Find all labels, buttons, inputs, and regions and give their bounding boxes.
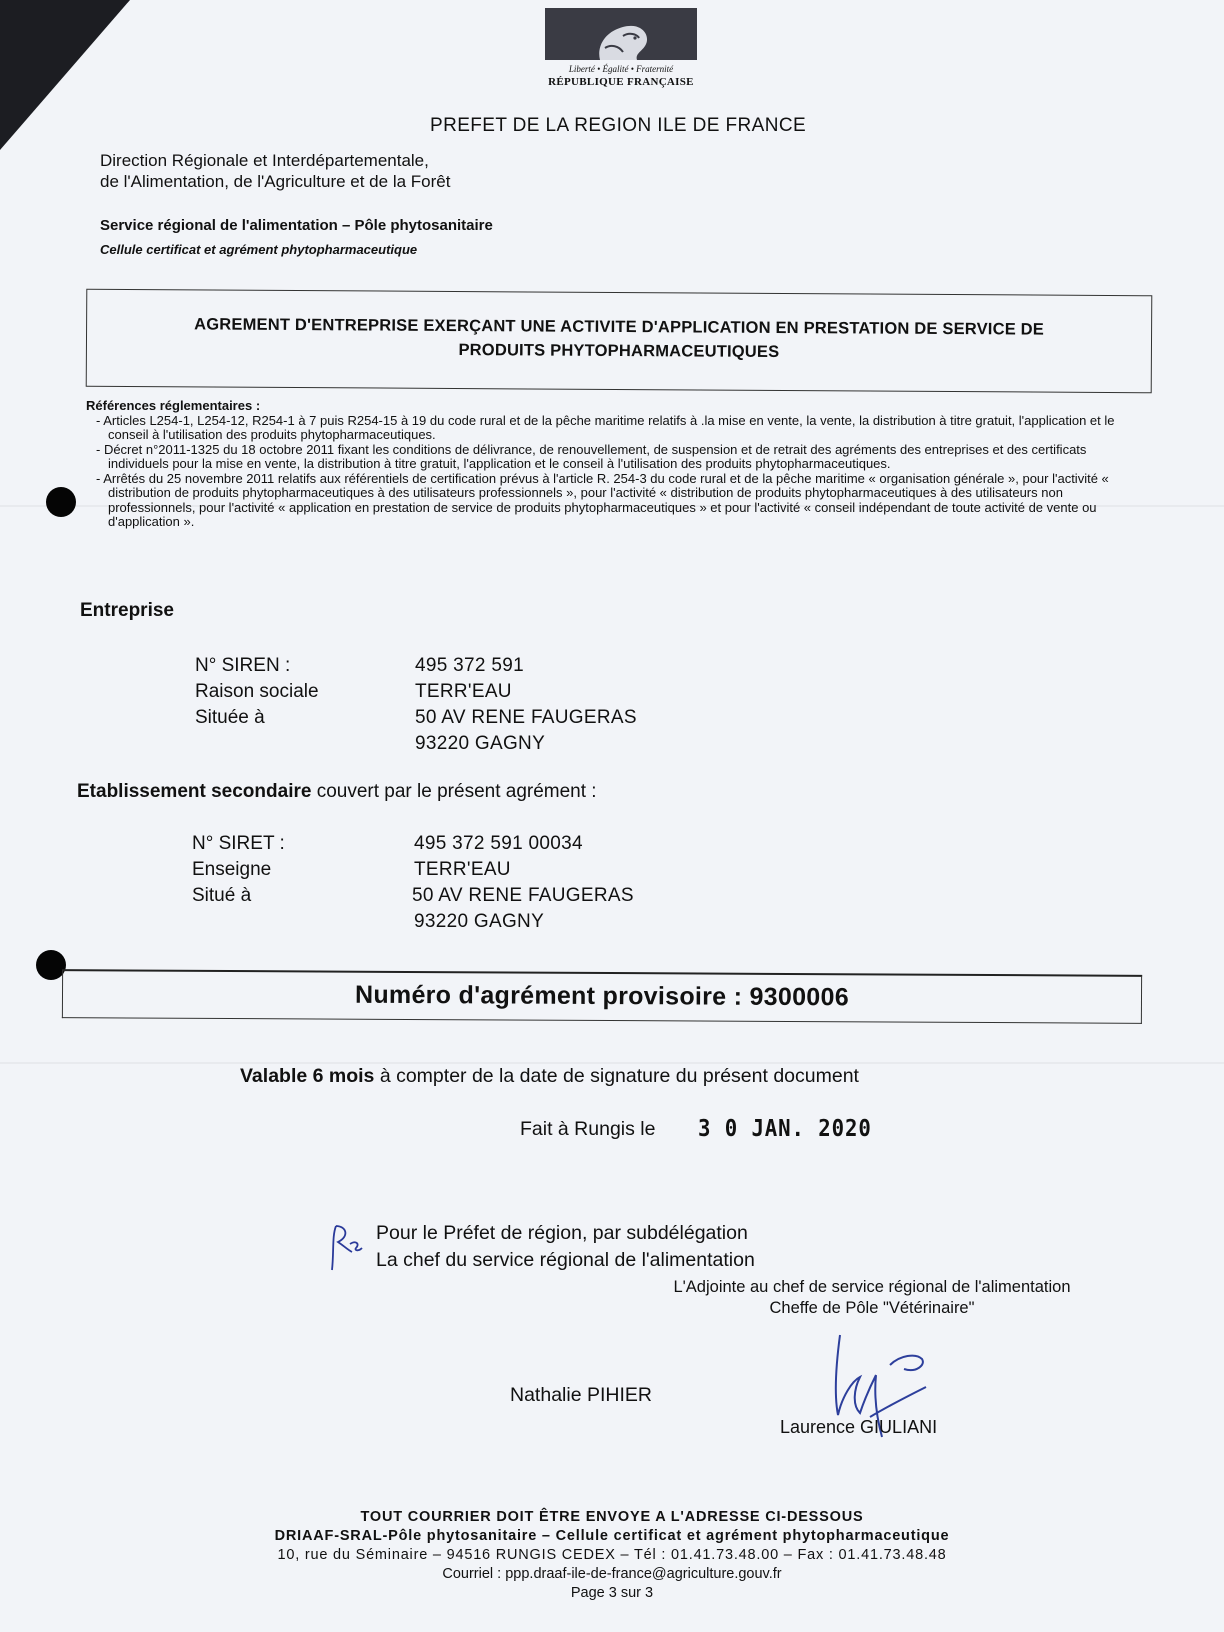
service-name: Service régional de l'alimentation – Pôle phytosanitaire <box>100 217 493 234</box>
etablissement-heading-rest: couvert par le présent agrément : <box>311 781 597 802</box>
adjointe-line2: Cheffe de Pôle "Vétérinaire" <box>769 1299 975 1317</box>
entreprise-details <box>195 653 795 763</box>
agrement-number-box <box>62 969 1142 1024</box>
direction-name <box>100 150 450 192</box>
pour-line1: Pour le Préfet de région, par subdélégation <box>376 1222 748 1244</box>
address-line1: 50 AV RENE FAUGERAS <box>415 707 637 728</box>
reference-item: - Décret n°2011-1325 du 18 octobre 2011 fixant les conditions de délivrance, de renouvellement, de suspension et de retrait des agréments des entreprises et des certificats individuels pour la mise en vente, la distribution à titre gratuit, l'application et le conseil à l'utilisation des produits phytopharmaceutiques. <box>96 441 1087 471</box>
adjointe-block <box>652 1277 1092 1319</box>
etablissement-heading-bold: Etablissement secondaire <box>77 781 312 802</box>
footer <box>0 1508 1224 1603</box>
address-line2: 93220 GAGNY <box>415 733 546 754</box>
prefet-heading: PREFET DE LA REGION ILE DE FRANCE <box>430 115 807 136</box>
paper-fold <box>0 1062 1224 1064</box>
reference-item: - Arrêtés du 25 novembre 2011 relatifs aux référentiels de certification prévus à l'article R. 254-3 du code rural et de la pêche maritime « organisation générale », pour l'activité « distribution de produits phytopharmaceutiques à des utilisateurs professionnels », pour l'activité « distribution de produits phytopharmaceutiques à des utilisateurs non professionnels, pour l'activité « application en prestation de service de produits phytopharmaceutiques » et pour l'activité « conseil indépendant de toute activité de vente ou d'application ». <box>96 470 1109 529</box>
siren-value: 495 372 591 <box>415 655 524 676</box>
direction-line2: de l'Alimentation, de l'Agriculture et de la Forêt <box>100 172 451 191</box>
marianne-emblem-icon <box>545 8 697 60</box>
validity-text <box>240 1065 859 1088</box>
fait-a-text: Fait à Rungis le <box>520 1118 656 1140</box>
logo-motto: Liberté • Égalité • Fraternité <box>568 64 674 74</box>
raison-sociale-value: TERR'EAU <box>415 681 512 702</box>
footer-email: Courriel : ppp.draaf-ile-de-france@agriculture.gouv.fr <box>442 1566 782 1582</box>
background-corner <box>0 0 130 150</box>
pour-line2: La chef du service régional de l'alimentation <box>376 1249 755 1271</box>
direction-line1: Direction Régionale et Interdépartementale, <box>100 151 429 170</box>
enseigne-value: TERR'EAU <box>414 859 511 880</box>
siret-value: 495 372 591 00034 <box>414 833 583 854</box>
enseigne-label: Enseigne <box>192 859 272 880</box>
page-number: Page 3 sur 3 <box>570 1585 654 1601</box>
references-block <box>86 399 1136 530</box>
address-line1: 50 AV RENE FAUGERAS <box>412 885 634 906</box>
address-line2: 93220 GAGNY <box>414 911 545 932</box>
marianne-logo <box>545 8 697 98</box>
etablissement-details <box>192 831 792 941</box>
date-stamp: 3 0 JAN. 2020 <box>698 1116 872 1142</box>
title-box <box>86 289 1153 394</box>
siren-label: N° SIREN : <box>195 655 291 676</box>
title-line1: AGREMENT D'ENTREPRISE EXERÇANT UNE ACTIVITE D'APPLICATION EN PRESTATION DE SERVICE DE <box>194 315 1045 339</box>
validity-bold: Valable 6 mois <box>240 1065 375 1087</box>
logo-republique: RÉPUBLIQUE FRANÇAISE <box>548 76 694 88</box>
reference-item: - Articles L254-1, L254-12, R254-1 à 7 puis R254-15 à 19 du code rural et de la pêche maritime relatifs à .la mise en vente, la vente, la distribution à titre gratuit, l'application et le conseil à l'utilisation des produits phytopharmaceutiques. <box>96 412 1115 442</box>
signatory-name-left: Nathalie PIHIER <box>510 1384 652 1406</box>
cellule-name: Cellule certificat et agrément phytopharmaceutique <box>100 242 418 257</box>
agrement-number: Numéro d'agrément provisoire : 9300006 <box>354 980 850 1012</box>
references-heading: Références réglementaires : <box>86 398 261 413</box>
footer-line2: DRIAAF-SRAL-Pôle phytosanitaire – Cellule certificat et agrément phytopharmaceutique <box>274 1528 950 1544</box>
title-line2: PRODUITS PHYTOPHARMACEUTIQUES <box>458 341 780 361</box>
footer-address: 10, rue du Séminaire – 94516 RUNGIS CEDEX – Tél : 01.41.73.48.00 – Fax : 01.41.73.48.48 <box>277 1547 947 1563</box>
raison-sociale-label: Raison sociale <box>195 681 319 702</box>
signatory-name-right: Laurence GIULIANI <box>780 1417 938 1437</box>
signatory-block <box>376 1220 755 1274</box>
handwritten-initial <box>328 1222 364 1274</box>
etablissement-heading <box>77 781 597 803</box>
siret-label: N° SIRET : <box>192 833 285 854</box>
footer-line1: TOUT COURRIER DOIT ÊTRE ENVOYE A L'ADRESSE CI-DESSOUS <box>360 1509 864 1525</box>
validity-rest: à compter de la date de signature du présent document <box>374 1065 859 1087</box>
situee-label: Située à <box>195 707 265 728</box>
adjointe-line1: L'Adjointe au chef de service régional de l'alimentation <box>673 1278 1071 1296</box>
entreprise-heading: Entreprise <box>80 600 174 621</box>
punch-hole <box>46 487 76 517</box>
document-title <box>87 312 1151 366</box>
situe-label: Situé à <box>192 885 252 906</box>
